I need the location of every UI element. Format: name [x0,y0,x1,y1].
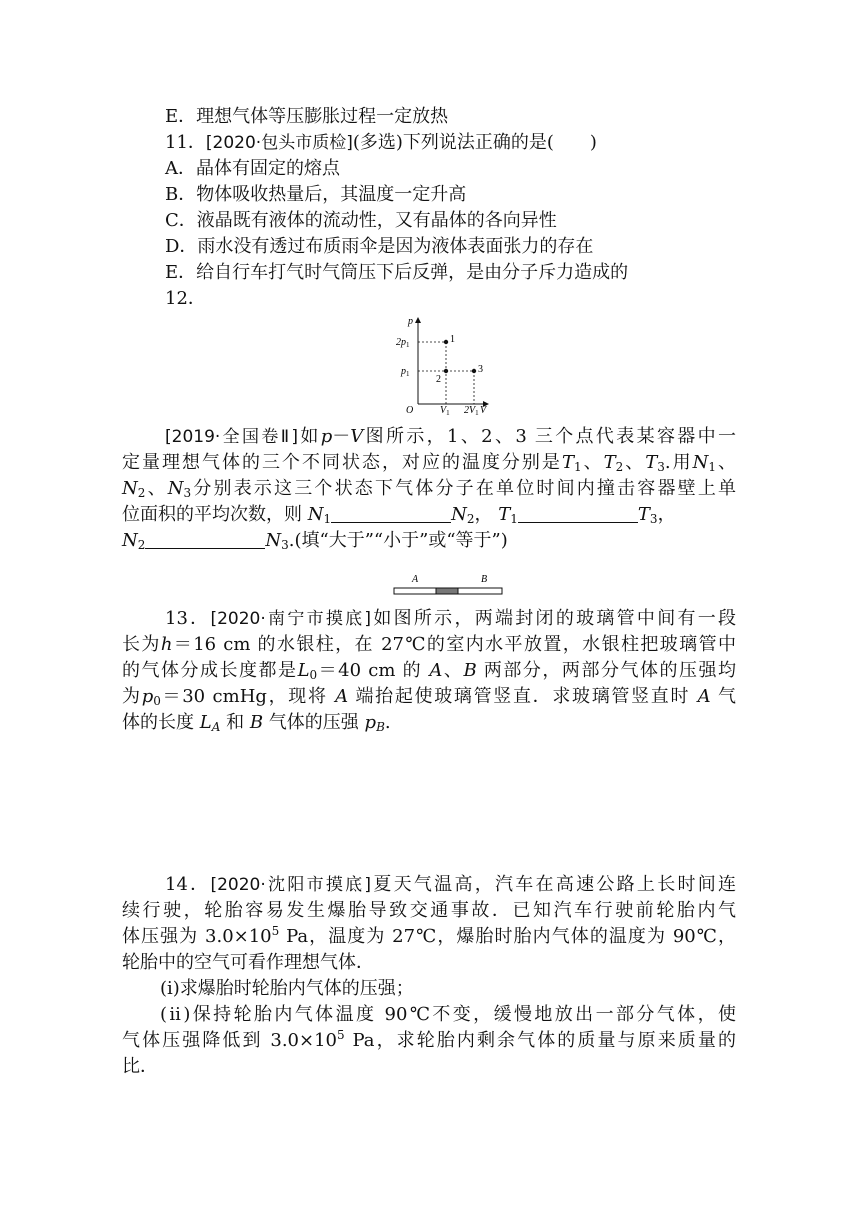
state-point-1 [444,340,448,344]
q13-line-5: 体的长度 $L_A$ 和 B 气体的压强 $p_B$. [122,712,391,734]
q11-number: 11． [165,132,206,153]
tick-v1: $V_1$ [440,405,450,416]
q11-option-e: E．给自行车打气时气筒压下后反弹，是由分子斥力造成的 [165,262,629,283]
label-point-2: 2 [436,374,441,385]
q14-part-i: (ⅰ)求爆胎时轮胎内气体的压强； [160,978,414,999]
origin-label: O [406,405,414,416]
q11-text: (多选)下列说法正确的是( ) [352,132,597,153]
q11-option-a: A．晶体有固定的熔点 [165,158,340,179]
q11-stem [165,130,597,156]
q12-line-1: [2019·全国卷Ⅱ]如p－V图所示，1、2、3 三个点代表某容器中一 [165,426,736,447]
q12-line-2: 定量理想气体的三个不同状态，对应的温度分别是$T_1$、$T_2$、$T_3$.用$N_1$、 [122,452,737,474]
state-point-3 [472,369,476,373]
answer-blank-3[interactable] [145,530,265,549]
answer-blank-1[interactable] [331,504,451,523]
tick-2v1: $2V_1$ [464,405,479,416]
q11-option-c: C．液晶既有液体的流动性，又有晶体的各向异性 [165,210,557,231]
pv-diagram [390,312,490,416]
tube-label-b: B [481,574,488,585]
tick-p1: $p_1$ [401,366,410,378]
y-axis-label: p [408,316,413,327]
q14-line-2: 续行驶，轮胎容易发生爆胎导致交通事故．已知汽车行驶前轮胎内气 [122,900,736,921]
tube-label-a: A [412,574,419,585]
q13-line-4: 为$p_0=30$ cmHg，现将 A 端抬起使玻璃管竖直．求玻璃管竖直时 A 气 [122,686,737,708]
mercury-column [436,588,458,594]
q14-part-ii-line-2: 气体压强降低到 $3.0\times 10^5$ Pa，求轮胎内剩余气体的质量与原来质量的 [122,1028,736,1051]
q13-line-3: 的气体分成长度都是$L_0=40$ cm 的 A、B 两部分，两部分气体的压强均 [122,660,736,682]
answer-blank-2[interactable] [518,504,638,523]
q14-line-4: 轮胎中的空气可看作理想气体． [122,952,374,973]
q14-line-1: 14．[2020·沈阳市摸底]夏天气温高，汽车在高速公路上长时间连 [165,874,737,895]
q12-line-4: 位面积的平均次数，则 $N_1$ $N_2$， $T_1$ $T_3$， [122,504,676,526]
q11-option-d: D．雨水没有透过布质雨伞是因为液体表面张力的存在 [165,236,594,257]
state-point-2 [444,369,448,373]
q13-line-2: 长为h＝16 cm 的水银柱，在 27℃的室内水平放置，水银柱把玻璃管中 [122,634,736,655]
q12-line-5: $N_2$ $N_3$.(填“大于”“小于”或“等于”) [122,530,508,552]
glass-tube-figure [390,572,506,598]
tick-2p1: $2p_1$ [396,337,410,349]
q11-option-b: B．物体吸收热量后，其温度一定升高 [165,184,467,205]
q14-line-3: 体压强为 $3.0\times 10^5$ Pa，温度为 27℃，爆胎时胎内气体的温度为 90℃， [122,924,736,947]
q10-option-e: E．理想气体等压膨胀过程一定放热 [165,106,449,127]
q12-number: 12． [165,288,206,309]
q12-line-3: $N_2$、$N_3$分别表示这三个状态下气体分子在单位时间内撞击容器壁上单 [122,478,737,500]
label-point-3: 3 [478,364,483,375]
q14-part-ii-line-3: 比． [122,1056,158,1077]
q13-line-1: 13．[2020·南宁市摸底]如图所示，两端封闭的玻璃管中间有一段 [165,608,737,629]
x-axis-label: V [480,405,487,416]
q14-part-ii-line-1: (ⅱ)保持轮胎内气体温度 90℃不变，缓慢地放出一部分气体，使 [160,1004,736,1025]
label-point-1: 1 [450,334,455,345]
q11-source: [2020·包头市质检] [205,133,353,153]
